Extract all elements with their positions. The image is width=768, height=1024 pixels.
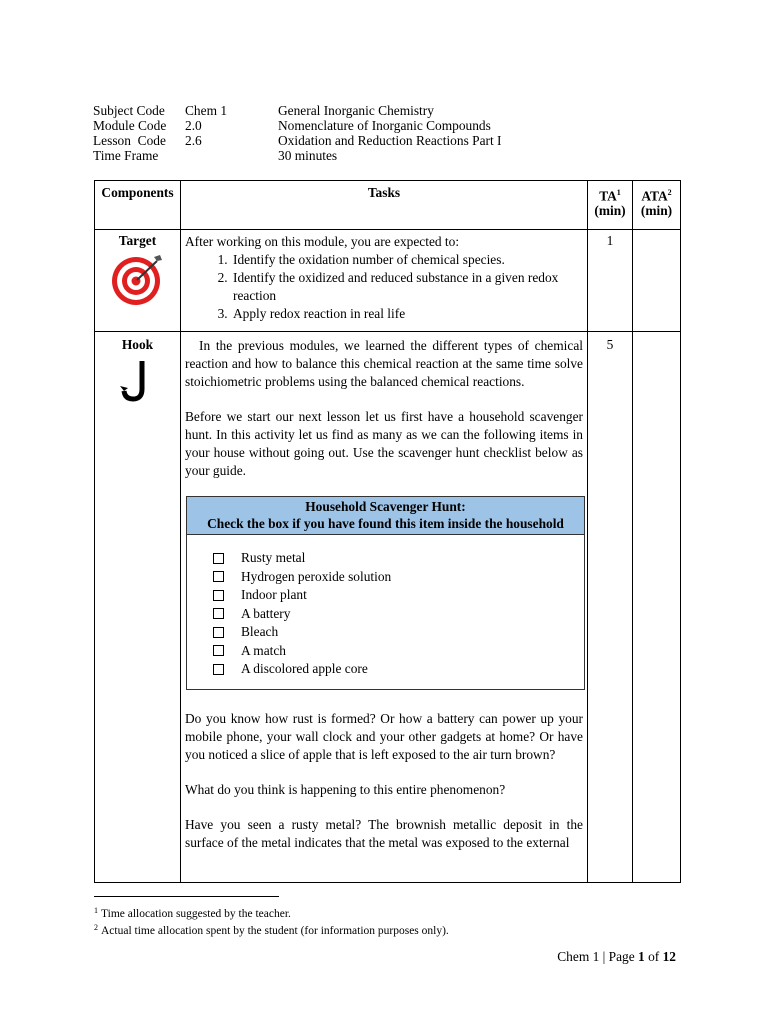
target-tasks [181, 230, 588, 332]
tasks-header: Tasks [181, 181, 588, 230]
objective-item: 1. Identify the oxidation number of chemical species. [231, 251, 583, 269]
table-header-row [95, 181, 681, 230]
scavenger-header [187, 497, 584, 535]
checkbox[interactable] [213, 608, 224, 619]
ata-header: ATA$^2$ (min) [633, 181, 681, 230]
hook-icon [118, 357, 158, 405]
scavenger-title: Household Scavenger Hunt: [305, 499, 466, 514]
hook-tasks [181, 332, 588, 883]
target-intro: After working on this module, you are expected to: [185, 234, 460, 249]
footnote-2: $^2$ Actual time allocation spent by the student (for information purposes only). [94, 923, 449, 937]
checkbox[interactable] [213, 590, 224, 601]
checklist-item[interactable]: A discolored apple core [213, 660, 584, 679]
scavenger-hunt-box [186, 496, 585, 690]
checkbox[interactable] [213, 553, 224, 564]
target-ta: 1 [588, 230, 633, 332]
scavenger-subtitle: Check the box if you have found this item inside the household [207, 516, 564, 531]
page-number: 1 [638, 949, 645, 964]
objective-item: 3. Apply redox reaction in real life [231, 305, 583, 323]
checklist-item[interactable]: A match [213, 642, 584, 661]
hook-paragraph-5: Have you seen a rusty metal? The brownish metallic deposit in the surface of the metal indicates that the metal was exposed to the external [185, 816, 583, 850]
checkbox[interactable] [213, 664, 224, 675]
target-label: Target [118, 233, 157, 248]
target-row [95, 230, 681, 332]
checklist-item[interactable]: Bleach [213, 623, 584, 642]
target-icon [110, 251, 166, 307]
checklist-item[interactable]: A battery [213, 605, 584, 624]
ta-header: $TA^1$ (min) [588, 181, 633, 230]
hook-paragraph-2: Before we start our next lesson let us first have a household scavenger hunt. In this activity let us find as many as we can the following items in your house without going out. Use the scavenger hunt checklist below as your guide. [185, 409, 583, 478]
target-ata [633, 230, 681, 332]
objectives-list [185, 251, 583, 323]
checkbox[interactable] [213, 571, 224, 582]
hook-paragraph-4: What do you think is happening to this entire phenomenon? [185, 781, 506, 797]
checkbox[interactable] [213, 645, 224, 656]
objective-item: 2. Identify the oxidized and reduced substance in a given redox reaction [231, 269, 583, 305]
hook-label: Hook [121, 337, 154, 352]
hook-paragraph-3: Do you know how rust is formed? Or how a battery can power up your mobile phone, your wall clock and your other gadgets at home? Or have you noticed a slice of apple that is left exposed to the air turn brown? [185, 710, 583, 762]
target-cell [95, 230, 181, 332]
page-total: 12 [662, 949, 676, 964]
page-footer: Chem 1 | Page 1 of 12 [557, 949, 676, 964]
lesson-table [94, 180, 681, 883]
hook-row [95, 332, 681, 883]
hook-cell [95, 332, 181, 883]
hook-ta: 5 [588, 332, 633, 883]
checklist-item[interactable]: Hydrogen peroxide solution [213, 568, 584, 587]
scavenger-checklist [187, 535, 584, 689]
checklist-item[interactable]: Rusty metal [213, 549, 584, 568]
hook-paragraph-1: In the previous modules, we learned the different types of chemical reaction and how to balance this chemical reaction at the same time solve stoichiometric problems using the balanced chemical reactions. [185, 338, 583, 389]
components-header: Components [95, 181, 181, 230]
footnote-1: $^1$ Time allocation suggested by the teacher. [94, 906, 291, 920]
footnote-separator [94, 896, 279, 897]
checklist-item[interactable]: Indoor plant [213, 586, 584, 605]
hook-ata [633, 332, 681, 883]
checkbox[interactable] [213, 627, 224, 638]
